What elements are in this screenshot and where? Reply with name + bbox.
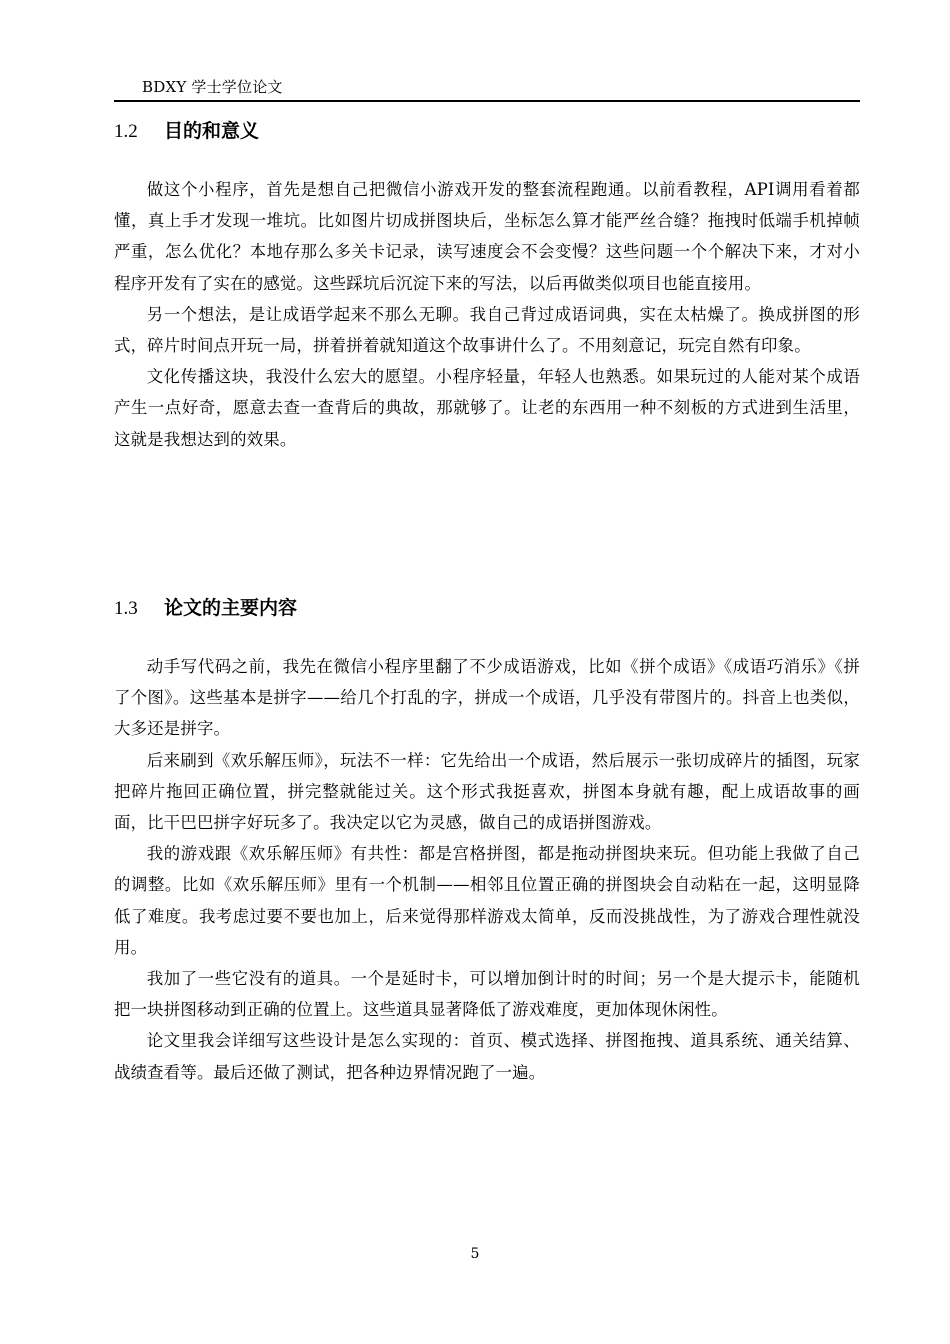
section-main-content xyxy=(114,594,860,1088)
paragraph: 后来刷到《欢乐解压师》，玩法不一样：它先给出一个成语，然后展示一张切成碎片的插图，玩家把碎片拖回正确位置，拼完整就能过关。这个形式我挺喜欢，拼图本身就有趣，配上成语故事的画面，比干巴巴拼字好玩多了。我决定以它为灵感，做自己的成语拼图游戏。 xyxy=(114,750,860,833)
section-heading xyxy=(114,594,860,623)
section-purpose-significance xyxy=(114,117,860,455)
paragraph: 动手写代码之前，我先在微信小程序里翻了不少成语游戏，比如《拼个成语》《成语巧消乐》《拼了个图》。这些基本是拼字——给几个打乱的字，拼成一个成语，几乎没有带图片的。抖音上也类似，大多还是拼字。 xyxy=(114,657,860,739)
page-number: 5 xyxy=(470,1246,480,1262)
paragraph: 文化传播这块，我没什么宏大的愿望。小程序轻量，年轻人也熟悉。如果玩过的人能对某个成语产生一点好奇，愿意去查一查背后的典故，那就够了。让老的东西用一种不刻板的方式进到生活里，这就是我想达到的效果。 xyxy=(114,367,860,449)
section-body xyxy=(114,174,860,455)
paragraph: 做这个小程序，首先是想自己把微信小游戏开发的整套流程跑通。以前看教程，API调用看着都懂，真上手才发现一堆坑。比如图片切成拼图块后，坐标怎么算才能严丝合缝？拖拽时低端手机掉帧严重，怎么优化？本地存那么多关卡记录，读写速度会不会变慢？这些问题一个个解决下来，才对小程序开发有了实在的感觉。这些踩坑后沉淀下来的写法，以后再做类似项目也能直接用。 xyxy=(114,180,860,293)
paragraph: 我加了一些它没有的道具。一个是延时卡，可以增加倒计时的时间；另一个是大提示卡，能随机把一块拼图移动到正确的位置上。这些道具显著降低了游戏难度，更加体现休闲性。 xyxy=(114,969,860,1020)
section-heading xyxy=(114,117,860,146)
section-number: 1.3 xyxy=(114,598,138,619)
header-rule xyxy=(114,100,860,102)
paragraph: 另一个想法，是让成语学起来不那么无聊。我自己背过成语词典，实在太枯燥了。换成拼图的形式，碎片时间点开玩一局，拼着拼着就知道这个故事讲什么了。不用刻意记，玩完自然有印象。 xyxy=(114,304,860,356)
section-title: 论文的主要内容 xyxy=(164,597,298,619)
paragraph: 论文里我会详细写这些设计是怎么实现的：首页、模式选择、拼图拖拽、道具系统、通关结算、战绩查看等。最后还做了测试，把各种边界情况跑了一遍。 xyxy=(114,1031,860,1082)
paragraph: 我的游戏跟《欢乐解压师》有共性：都是宫格拼图，都是拖动拼图块来玩。但功能上我做了自己的调整。比如《欢乐解压师》里有一个机制——相邻且位置正确的拼图块会自动粘在一起，这明显降低了难度。我考虑过要不要也加上，后来觉得那样游戏太简单，反而没挑战性，为了游戏合理性就没用。 xyxy=(114,844,860,957)
running-header: BDXY 学士学位论文 xyxy=(142,78,283,96)
section-number: 1.2 xyxy=(114,121,138,142)
section-title: 目的和意义 xyxy=(164,120,260,142)
section-body xyxy=(114,651,860,1088)
